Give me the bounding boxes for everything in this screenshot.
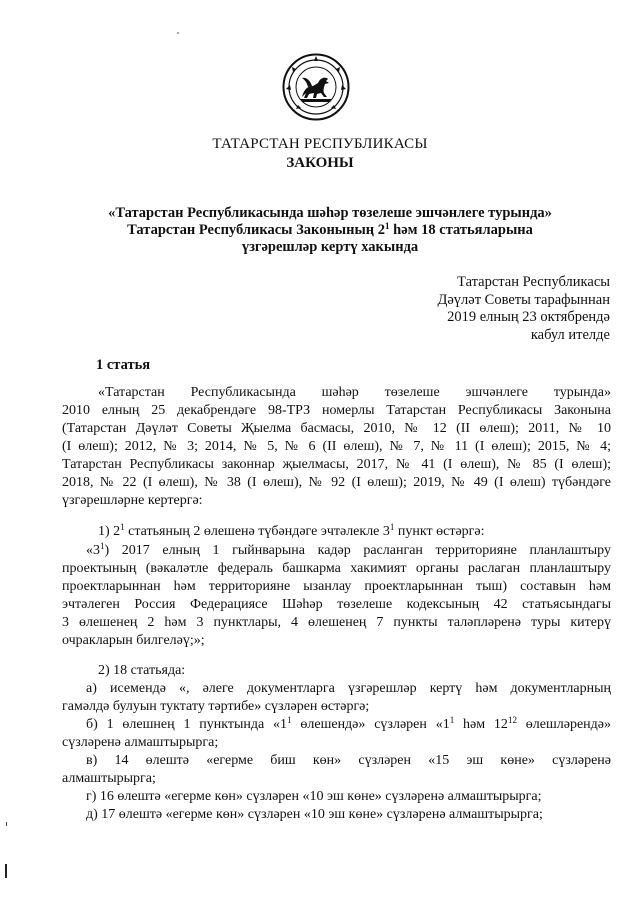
law-title (60, 205, 600, 256)
adoption-line: 2019 елның 23 октябрендә (447, 309, 610, 325)
item1-heading: 1) $2^1$ статьяның 2 өлешенә түбәндәге эчтәлекле $3^1$ пункт өстәргә: (98, 522, 485, 539)
item2-a-line: а) исемендә «, әлеге документларга үзгәрешләр кертү һәм документларның (86, 681, 611, 696)
scan-speck (177, 32, 179, 34)
adoption-line: Татарстан Республикасы (457, 274, 610, 290)
intro-line: Татарстан Республикасы законнар җыелмасы, 2017, № 41 (I өлеш), № 85 (I өлеш); (62, 457, 611, 472)
intro-line: үзгәрешләрне кертергә: (62, 493, 203, 508)
adoption-line: Дәүләт Советы тарафыннан (437, 291, 610, 308)
title-line: Татарстан Республикасы Законының $2^1$ һәм 18 статьяларына (127, 221, 533, 238)
intro-line: «Татарстан Республикасында шәһәр төзелеше эшчәнлеге турында» (98, 385, 611, 400)
item1-line: 3 өлешенең 2 һәм 3 пунктлары, 4 өлешенең 7 пункты таләпләренә туры китерү (62, 615, 611, 630)
intro-line: (Татарстан Дәүләт Советы Җыелма басмасы, 2010, № 12 (II өлеш); 2011, № 10 (62, 421, 611, 436)
adoption-note (350, 274, 610, 344)
article-heading: 1 статья (96, 357, 151, 373)
title-line: «Татарстан Республикасында шәһәр төзелеше эшчәнлеге турында» (108, 205, 552, 221)
title-line: үзгәрешләр кертү хакында (241, 239, 419, 255)
scan-mark (5, 864, 7, 878)
header-republic: ТАТАРСТАН РЕСПУБЛИКАСЫ (212, 136, 428, 152)
item1-line: очракларын билгеләү;»; (62, 633, 205, 648)
item2-b-line: б) 1 өлешнең 1 пунктында «$1^1$ өлешендә» сүзләрен «$1^1$ һәм $12^{12}$ өлешләрендә» (86, 715, 611, 732)
item1-line: проектларыннан һәм территорияне ызанлау проектларыннан тыш) составын һәм (62, 579, 611, 594)
intro-line: (I өлеш); 2012, № 3; 2014, № 5, № 6 (II өлеш), № 7, № 11 (I өлеш); 2015, № 4; (62, 439, 611, 454)
item2-g-line: г) 16 өлештә «егерме көн» сүзләрен «10 эш көне» сүзләренә алмаштырырга; (86, 789, 542, 804)
tatarstan-coat-of-arms-icon (282, 53, 350, 121)
item2-v-line: в) 14 өлештә «егерме биш көн» сүзләрен «15 эш көне» сүзләренә (86, 753, 611, 768)
intro-line: 2010 елның 25 декабрендәге 98-ТРЗ номерлы Татарстан Республикасы Законына (62, 403, 611, 418)
item2-heading: 2) 18 статьяда: (98, 663, 186, 678)
item2-v-line: алмаштырырга; (62, 771, 156, 786)
item2-b-line: сүзләренә алмаштырырга; (62, 735, 219, 750)
item2-d-line: д) 17 өлештә «егерме көн» сүзләрен «10 эш көне» сүзләренә алмаштырырга; (86, 807, 543, 822)
item2-a-line: гамәлдә булуын туктату тәртибе» сүзләрен өстәргә; (62, 699, 370, 714)
intro-line: 2018, № 22 (I өлеш), № 38 (I өлеш), № 92 (I өлеш); 2019, № 49 (I өлеш) түбәндәге (62, 475, 611, 490)
item1-line: эчтәлеген Россия Федерациясе Шәһәр төзелеше кодексының 42 статьясындагы (62, 597, 611, 612)
adoption-line: кабул ителде (530, 326, 610, 343)
scan-mark (6, 822, 7, 826)
header-doc-type: ЗАКОНЫ (286, 155, 354, 171)
item1-line: проектының (вәкаләтле федераль башкарма хакимият органы раслаган планлаштыру (62, 561, 611, 576)
item1-quote-line: «$3^1$) 2017 елның 1 гыйнварына кадәр расланган территорияне планлаштыру (86, 541, 611, 558)
